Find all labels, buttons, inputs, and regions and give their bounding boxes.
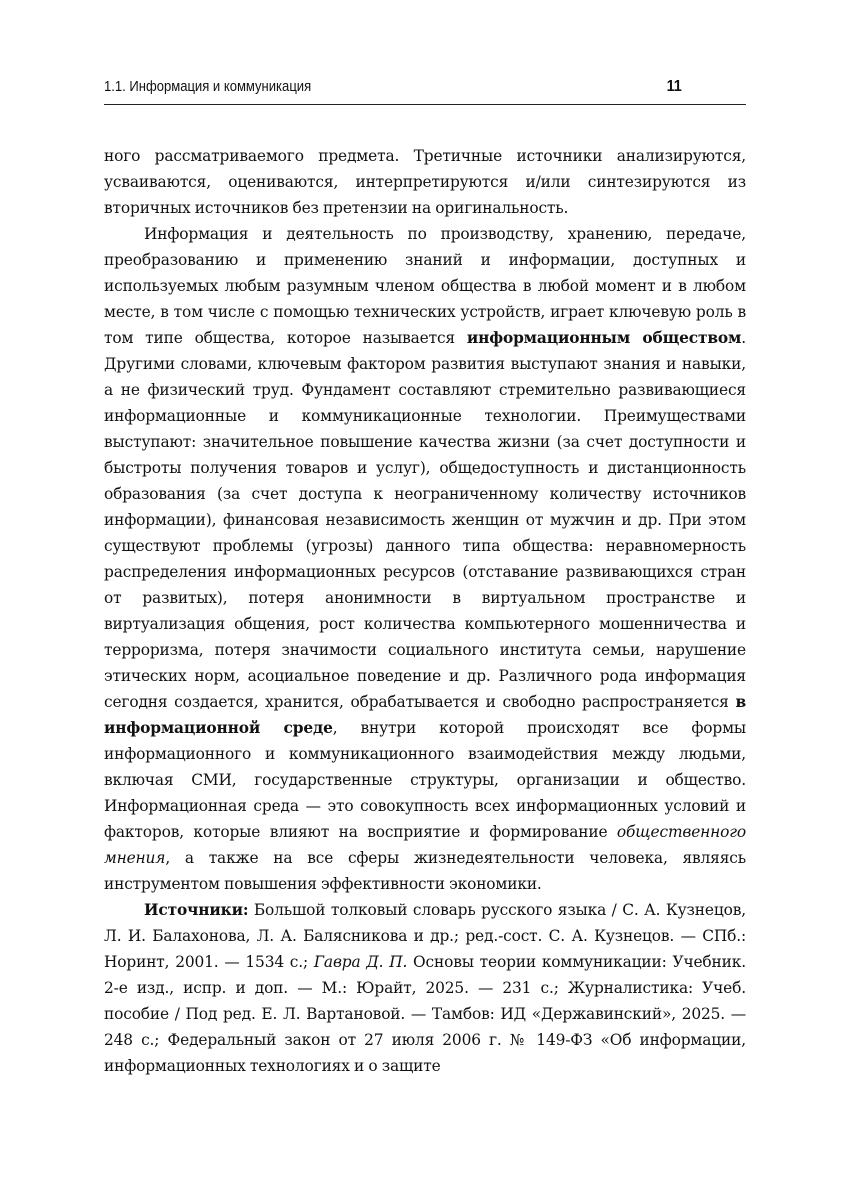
bold-term: Источники:: [144, 901, 249, 919]
paragraph-sources: [104, 897, 746, 1079]
section-title: 1.1. Информация и коммуникация: [104, 79, 312, 95]
text-run: Основы теории коммуникации: Учебник. 2-е изд., испр. и доп. — М.: Юрайт, 2025. — 231 с.; Журналистика: Учеб. пособие / Под ред. Е. Л. Вартановой. — Тамбов: ИД «Державинский», 2025. — 248 с.; Федеральный закон от 27 июля 2006 г. № 149-ФЗ «Об информации, информационных технологиях и о защите: [104, 953, 746, 1075]
header-rule: [104, 104, 746, 105]
bold-term: в информационной среде: [104, 693, 746, 737]
text-run: Информация и деятельность по производству, хранению, передаче, преобразованию и применению знаний и информации, доступных и используемых любым разумным членом общества в любой момент и в любом месте, в том числе с помощью технических устройств, играет ключевую роль в том типе общества, которое называется: [104, 225, 746, 347]
running-head: [104, 78, 682, 96]
text-run: , внутри которой происходят все формы информационного и коммуникационного взаимодействия между людьми, включая СМИ, государственные структуры, организации и общество. Информационная среда — это совокупность всех информационных условий и факторов, которые влияют на восприятие и формирование: [104, 719, 746, 841]
text-run: Большой толковый словарь русского языка / С. А. Кузнецов, Л. И. Балахонова, Л. А. Балясникова и др.; ред.-сост. С. А. Кузнецов. — СПб.: Норинт, 2001. — 1534 с.;: [104, 901, 746, 971]
paragraph-information-society: [104, 221, 746, 897]
page-number: 11: [666, 78, 682, 95]
bold-term: информационным обществом: [466, 329, 742, 347]
text-run: , а также на все сферы жизнедеятельности человека, являясь инструментом повышения эффективности экономики.: [104, 849, 746, 893]
italic-term: Гавра Д. П.: [313, 953, 408, 971]
italic-term: общественного мнения: [104, 823, 746, 867]
text-run: ного рассматриваемого предмета. Третичные источники анализируются, усваиваются, оцениваются, интерпретируются и/или синтезируются из вторичных источников без претензии на оригинальность.: [104, 147, 746, 217]
text-run: . Другими словами, ключевым фактором развития выступают знания и навыки, а не физический труд. Фундамент составляют стремительно развивающиеся информационные и коммуникационные технологии. Преимуществами выступают: значительное повышение качества жизни (за счет доступности и быстроты получения товаров и услуг), общедоступность и дистанционность образования (за счет доступа к неограниченному количеству источников информации), финансовая независимость женщин от мужчин и др. При этом существуют проблемы (угрозы) данного типа общества: неравномерность распределения информационных ресурсов (отставание развивающихся стран от развитых), потеря анонимности в виртуальном пространстве и виртуализация общения, рост количества компьютерного мошенничества и терроризма, потеря значимости социального института семьи, нарушение этических норм, асоциальное поведение и др. Различного рода информация сегодня создается, хранится, обрабатывается и свободно распространяется: [104, 329, 746, 711]
body-text: [104, 143, 746, 1079]
paragraph-continuation: [104, 143, 746, 221]
